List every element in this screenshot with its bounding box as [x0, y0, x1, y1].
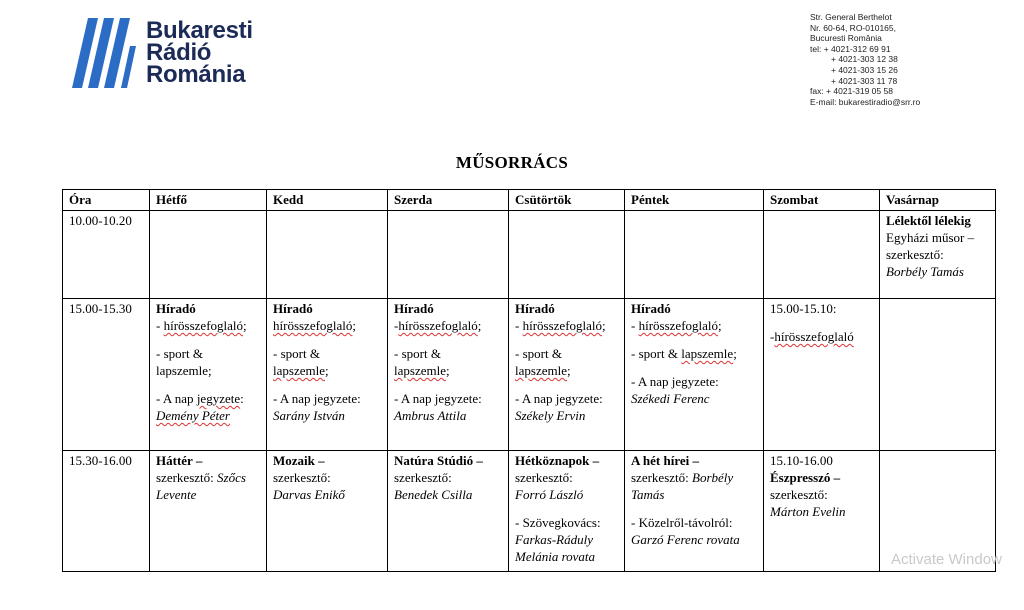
program-title: Híradó: [273, 301, 313, 316]
empty-cell: [625, 211, 764, 299]
empty-cell: [880, 299, 996, 451]
header-csutortok: Csütörtök: [509, 190, 625, 211]
activation-watermark: Activate Window: [891, 551, 1002, 568]
program-item-text: hírösszefoglaló: [163, 318, 244, 333]
program-item: lapszemle;: [515, 363, 571, 378]
program-cell: [764, 451, 880, 572]
logo-line-1: Bukaresti: [146, 17, 253, 44]
program-item-text: hírösszefoglaló: [522, 318, 603, 333]
program-item: - A nap jegyzete:: [631, 374, 719, 389]
program-item-text: hírösszefoglaló: [638, 318, 719, 333]
program-item: - Közelről-távolról:: [631, 515, 733, 530]
program-cell: [509, 299, 625, 451]
header-kedd: Kedd: [267, 190, 388, 211]
address-tel-4: + 4021-303 11 78: [831, 75, 898, 86]
program-item: - sport &: [273, 346, 320, 361]
logo-line-3: Románia: [146, 61, 246, 88]
program-item: - A nap jegyzete:: [394, 391, 482, 406]
program-title: A hét hírei –: [631, 453, 700, 468]
program-item: - sport & lapszemle;: [631, 346, 737, 361]
address-street: Str. General Berthelot: [810, 12, 892, 22]
program-title: Híradó: [156, 301, 196, 316]
program-item: - Szövegkovács:: [515, 515, 601, 530]
program-title: Háttér –: [156, 453, 203, 468]
program-editor: Ambrus Attila: [394, 408, 467, 423]
program-item: lapszemle;: [394, 363, 450, 378]
program-item: - sport &: [156, 346, 203, 361]
header-pentek: Péntek: [625, 190, 764, 211]
program-editor: Garzó Ferenc rovata: [631, 532, 740, 547]
program-item: - hírösszefoglaló;: [631, 318, 722, 333]
program-item-text: lapszemle: [273, 363, 325, 378]
program-title: Lélektől lélekig: [886, 213, 971, 228]
address-tel-3: + 4021-303 15 26: [831, 64, 898, 75]
empty-cell: [764, 211, 880, 299]
header-vasarnap: Vasárnap: [880, 190, 996, 211]
program-cell: [625, 299, 764, 451]
program-editor: Sarány István: [273, 408, 345, 423]
program-cell: [880, 211, 996, 299]
program-title: Mozaik –: [273, 453, 325, 468]
program-editor: Farkas-Ráduly Melánia rovata: [515, 532, 596, 564]
radio-logo: [72, 16, 136, 92]
table-row: [63, 451, 996, 572]
program-item: - A nap jegyzete:: [156, 391, 244, 406]
address-fax: fax: + 4021-319 05 58: [810, 86, 893, 97]
program-cell: [388, 451, 509, 572]
address-email: E-mail: bukarestiradio@srr.ro: [810, 96, 921, 107]
program-editor: Borbély Tamás: [886, 264, 964, 279]
program-editor: Forró László: [515, 487, 584, 502]
address-city: Bucuresti România: [810, 33, 882, 44]
program-editor-label: szerkesztő:: [515, 470, 573, 485]
program-cell: [150, 451, 267, 572]
address-tel-2: + 4021-303 12 38: [831, 54, 898, 65]
program-editor: szerkesztő: Szőcs: [156, 470, 246, 485]
program-item-text: hírösszefoglaló: [273, 318, 353, 333]
program-editor: Székely Ervin: [515, 408, 586, 423]
empty-cell: [150, 211, 267, 299]
empty-cell: [388, 211, 509, 299]
contact-address: [810, 12, 920, 107]
program-item: - A nap jegyzete:: [515, 391, 603, 406]
time-cell: 15.00-15.30: [63, 299, 150, 451]
program-cell: [267, 299, 388, 451]
program-item-text: lapszemle: [515, 363, 567, 378]
program-editor: Darvas Enikő: [273, 487, 345, 502]
program-time: 15.00-15.10:: [770, 301, 837, 316]
time-cell: 15.30-16.00: [63, 451, 150, 572]
program-item-text: hírösszefoglaló: [774, 329, 854, 344]
logo-wordmark: [146, 17, 253, 88]
program-cell: [764, 299, 880, 451]
program-item-text: hírösszefoglaló: [398, 318, 478, 333]
program-item: - hírösszefoglaló;: [156, 318, 247, 333]
program-title: Híradó: [631, 301, 671, 316]
header-szombat: Szombat: [764, 190, 880, 211]
program-editor-label: szerkesztő:: [394, 470, 452, 485]
program-cell: [150, 299, 267, 451]
program-item: - hírösszefoglaló;: [515, 318, 606, 333]
program-title: Észpresszó –: [770, 470, 841, 485]
program-editor-label: szerkesztő:: [770, 487, 828, 502]
program-title: Híradó: [515, 301, 555, 316]
program-editor-label: szerkesztő:: [273, 470, 331, 485]
empty-cell: [509, 211, 625, 299]
header-szerda: Szerda: [388, 190, 509, 211]
program-item: hírösszefoglaló;: [273, 318, 357, 333]
program-item-text: jegyzete: [196, 391, 241, 406]
program-title: Natúra Stúdió –: [394, 453, 483, 468]
logo-line-2: Rádió: [146, 39, 212, 66]
program-cell: [625, 451, 764, 572]
empty-cell: [267, 211, 388, 299]
program-item: lapszemle;: [156, 363, 212, 378]
address-tel: tel: + 4021-312 69 91: [810, 43, 891, 54]
program-desc: Egyházi műsor – szerkesztő:: [886, 230, 975, 262]
radio-wave-logo-icon: [72, 16, 136, 92]
program-item: -hírösszefoglaló;: [394, 318, 482, 333]
program-item: -hírösszefoglaló: [770, 329, 854, 344]
program-title: Hétköznapok –: [515, 453, 600, 468]
program-editor: Székedi Ferenc: [631, 391, 710, 406]
table-row: [63, 211, 996, 299]
program-editor: Márton Evelin: [770, 504, 846, 519]
program-item-text: lapszemle: [156, 363, 208, 378]
program-item: - sport &: [515, 346, 562, 361]
schedule-table: [62, 189, 996, 572]
table-header-row: [63, 190, 996, 211]
program-editor: szerkesztő: Borbély Tamás: [631, 470, 734, 502]
table-row: [63, 299, 996, 451]
time-cell: 10.00-10.20: [63, 211, 150, 299]
program-title: Híradó: [394, 301, 434, 316]
header-ora: Óra: [63, 190, 150, 211]
program-time: 15.10-16.00: [770, 453, 833, 468]
header-hetfo: Hétfő: [150, 190, 267, 211]
program-item-text: lapszemle: [394, 363, 446, 378]
program-item: - A nap jegyzete:: [273, 391, 361, 406]
program-editor: Levente: [156, 487, 197, 502]
program-item-text: lapszemle: [681, 346, 734, 361]
address-number: Nr. 60-64, RO-010165,: [810, 22, 896, 33]
program-item: lapszemle;: [273, 363, 329, 378]
program-item: - sport &: [394, 346, 441, 361]
page-title: MŰSORRÁCS: [455, 153, 569, 172]
program-cell: [267, 451, 388, 572]
program-editor: Demény Péter: [156, 408, 230, 423]
program-cell: [388, 299, 509, 451]
program-cell: [509, 451, 625, 572]
program-editor: Benedek Csilla: [394, 487, 473, 502]
